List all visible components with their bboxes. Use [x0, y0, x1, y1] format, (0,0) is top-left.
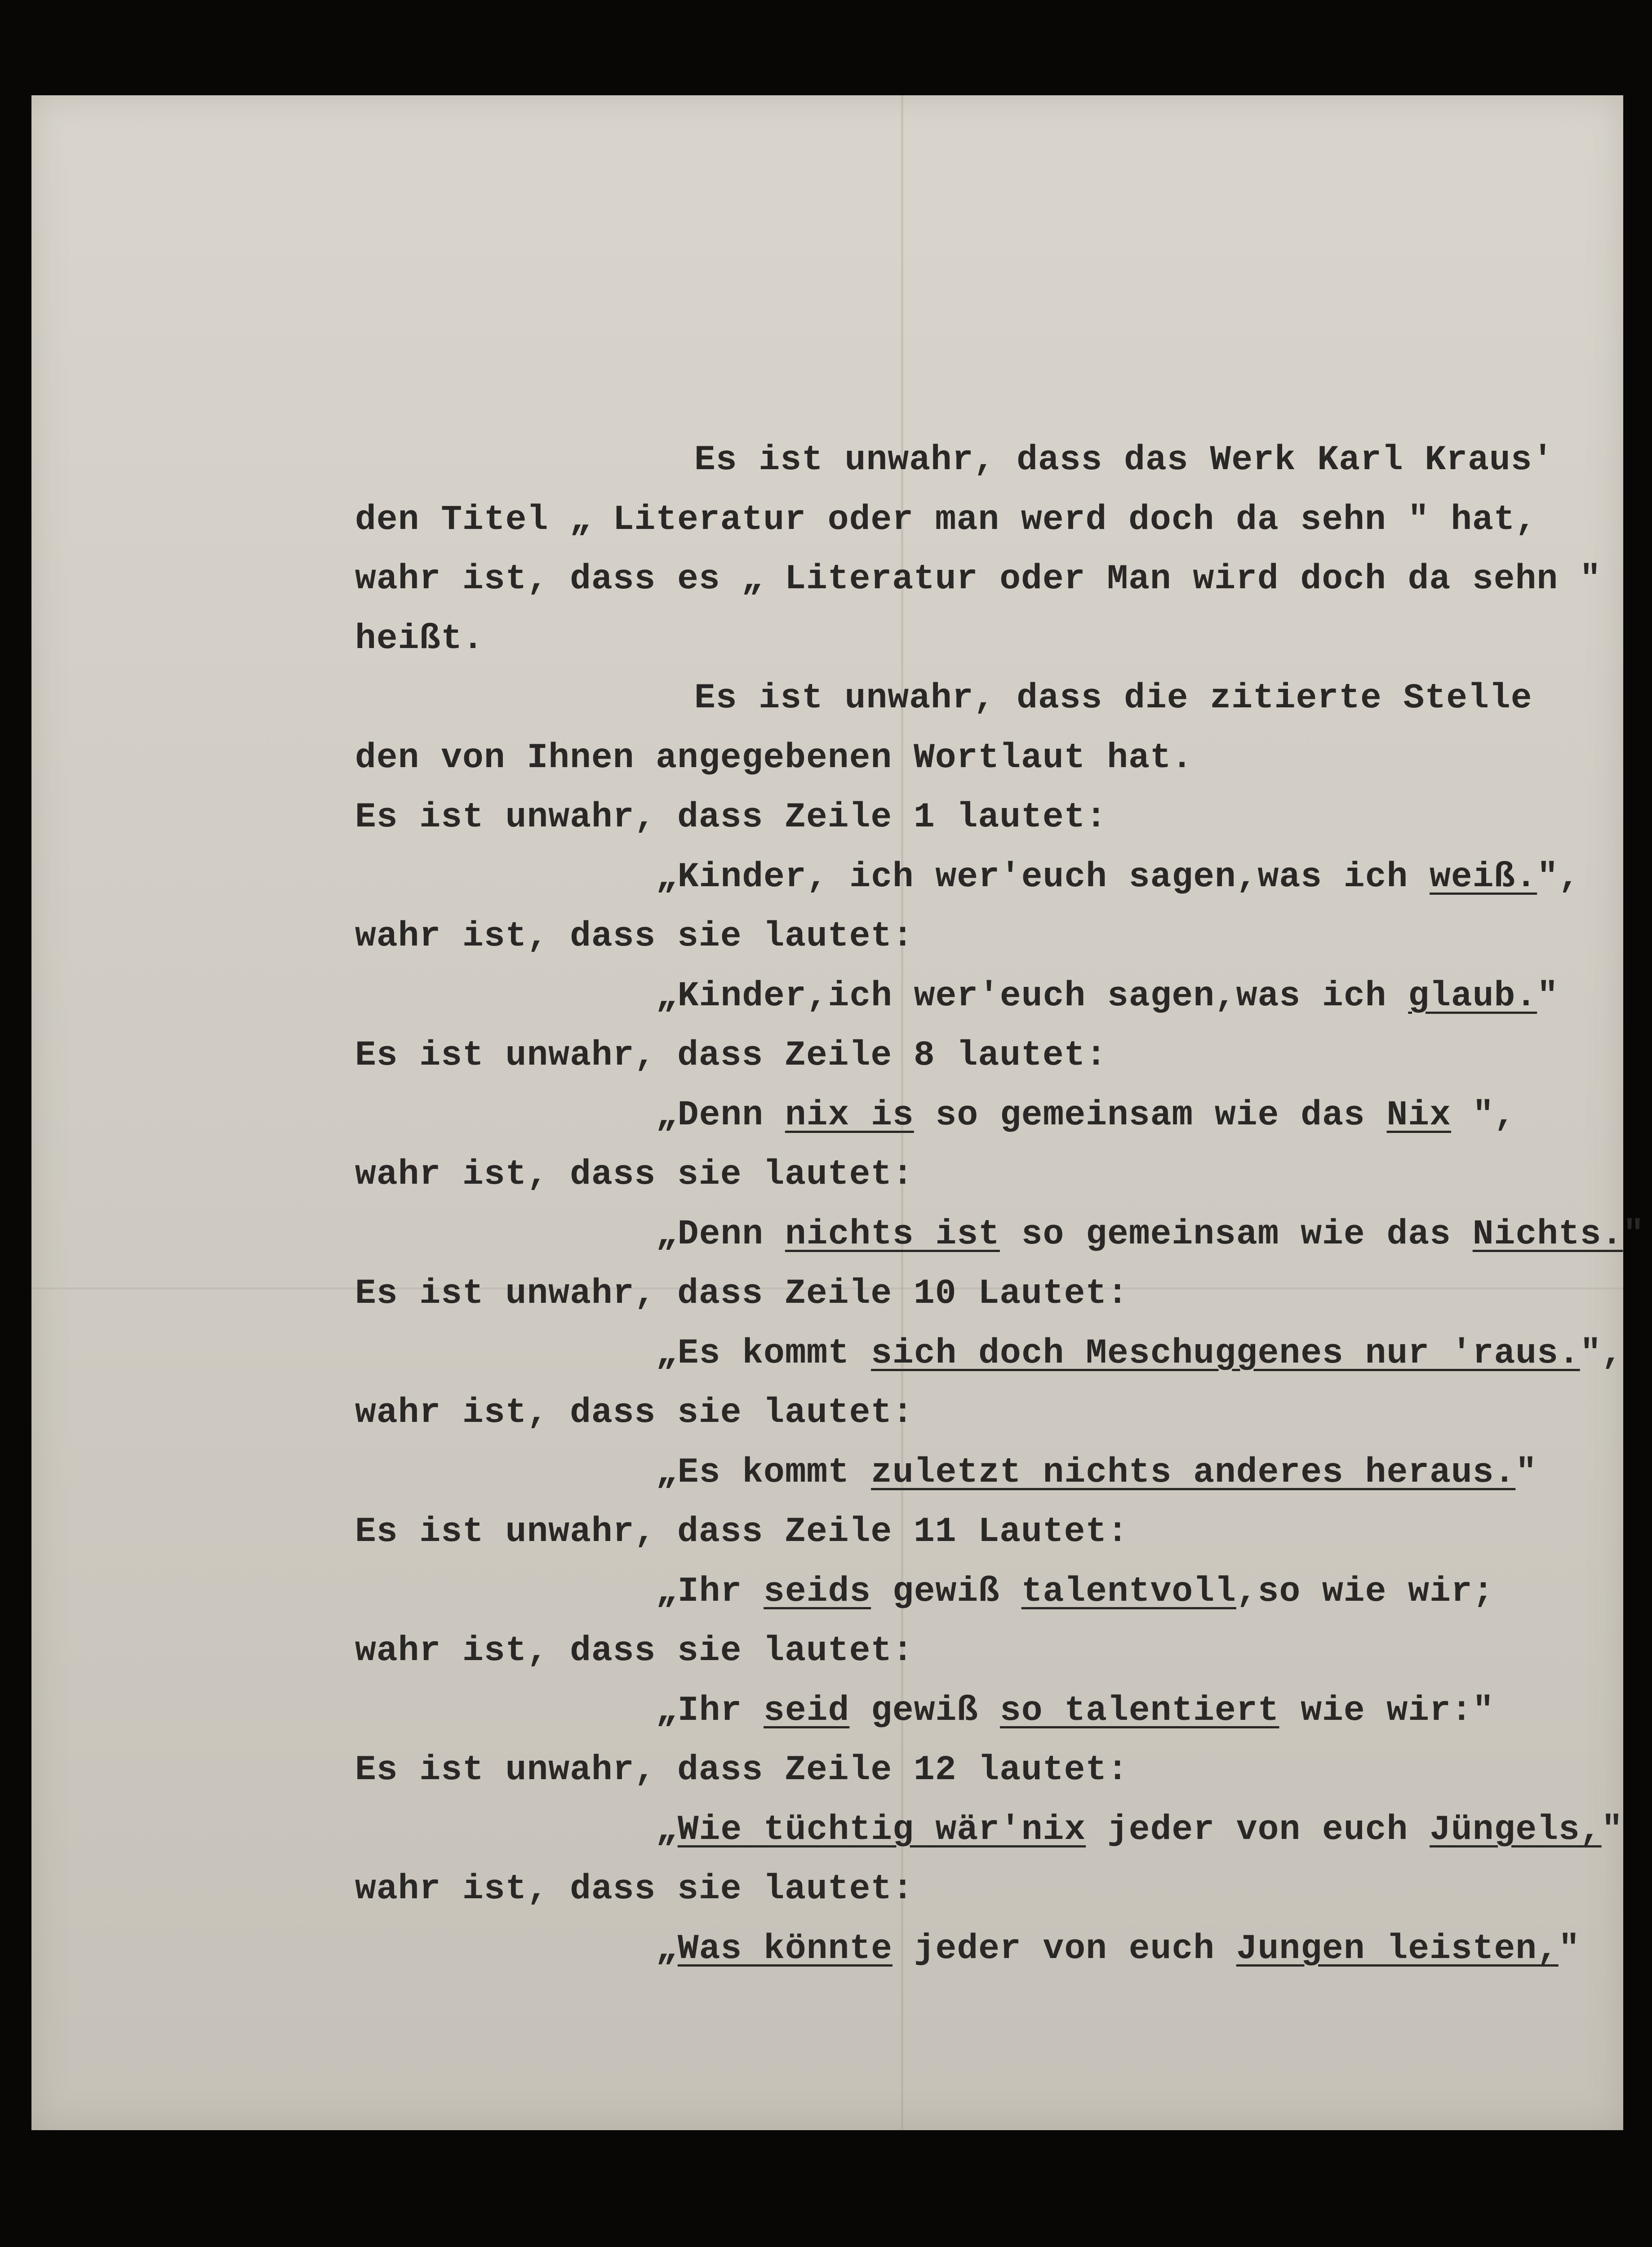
- text-line: [355, 500, 1537, 540]
- text-segment: „: [656, 1929, 678, 1969]
- text-segment: Es ist unwahr, dass Zeile 11 Lautet:: [355, 1512, 1129, 1552]
- text-segment: Es ist unwahr, dass die zitierte Stelle: [694, 679, 1532, 718]
- text-segment: wahr ist, dass sie lautet:: [355, 917, 914, 956]
- text-segment: „Kinder, ich wer'euch sagen,was ich: [656, 857, 1430, 897]
- text-line: [355, 1750, 1129, 1790]
- text-segment: ,so wie wir;: [1236, 1572, 1494, 1612]
- text-line: [355, 1872, 914, 1907]
- underlined-word: Nix: [1386, 1096, 1451, 1135]
- underlined-word: sich doch Meschuggenes nur 'raus.: [871, 1334, 1580, 1373]
- text-segment: ",: [1537, 857, 1580, 897]
- underlined-word: Wie tüchtig wär'nix: [677, 1810, 1086, 1850]
- text-segment: ": [1623, 1215, 1645, 1254]
- text-line: [694, 440, 1554, 480]
- underlined-word: zuletzt nichts anderes heraus.: [871, 1453, 1516, 1492]
- text-line: [656, 1691, 1494, 1731]
- text-line: [656, 1336, 1623, 1371]
- underlined-word: talentvoll: [1021, 1572, 1236, 1612]
- text-segment: Es ist unwahr, dass das Werk Karl Kraus': [694, 440, 1554, 480]
- text-line: [355, 619, 484, 659]
- text-segment: ",: [1451, 1096, 1516, 1135]
- text-line: [355, 562, 1601, 597]
- text-line: [355, 1155, 914, 1195]
- text-line: [355, 800, 1107, 835]
- text-line: [656, 979, 1559, 1014]
- text-line: [355, 919, 914, 954]
- text-line: [656, 1098, 1515, 1133]
- text-segment: Es ist unwahr, dass Zeile 12 lautet:: [355, 1750, 1129, 1790]
- underlined-word: glaub.: [1408, 977, 1537, 1016]
- text-segment: wahr ist, dass sie lautet:: [355, 1870, 914, 1909]
- text-segment: ": [1515, 1453, 1537, 1492]
- text-line: [355, 1514, 1128, 1550]
- underlined-word: weiß.: [1430, 857, 1537, 897]
- text-segment: wahr ist, dass es „ Literatur oder Man wird doch da sehn ": [355, 560, 1601, 599]
- text-segment: „Es kommt: [656, 1334, 871, 1373]
- text-segment: gewiß: [871, 1572, 1021, 1612]
- text-segment: „: [656, 1810, 678, 1850]
- text-segment: Es ist unwahr, dass Zeile 1 lautet:: [355, 798, 1107, 837]
- text-segment: „Ihr: [656, 1691, 764, 1731]
- text-segment: den von Ihnen angegebenen Wortlaut hat.: [355, 738, 1193, 778]
- text-segment: „Denn: [656, 1096, 785, 1135]
- underlined-word: Jungen leisten,: [1236, 1929, 1559, 1969]
- text-segment: wahr ist, dass sie lautet:: [355, 1155, 914, 1195]
- text-segment: so gemeinsam wie das: [999, 1215, 1473, 1254]
- underlined-word: seid: [764, 1691, 850, 1731]
- underlined-word: Nichts.: [1472, 1215, 1623, 1254]
- text-segment: Es ist unwahr, dass Zeile 10 Lautet:: [355, 1274, 1129, 1314]
- text-line: [355, 1274, 1129, 1314]
- underlined-word: nichts ist: [785, 1215, 1000, 1254]
- text-line: [694, 681, 1532, 716]
- text-line: [355, 738, 1193, 778]
- text-segment: den Titel „ Literatur oder man werd doch da sehn " hat,: [355, 500, 1537, 540]
- text-line: [656, 1217, 1644, 1252]
- text-segment: ": [1601, 1810, 1623, 1850]
- text-segment: so gemeinsam wie das: [914, 1096, 1387, 1135]
- text-segment: jeder von euch: [1086, 1810, 1430, 1850]
- text-segment: wahr ist, dass sie lautet:: [355, 1393, 914, 1433]
- text-line: [656, 1572, 1494, 1612]
- text-segment: „Ihr: [656, 1572, 764, 1612]
- text-line: [355, 1393, 914, 1433]
- underlined-word: Jüngels,: [1430, 1810, 1602, 1850]
- text-segment: ": [1537, 977, 1559, 1016]
- text-segment: „Es kommt: [656, 1453, 871, 1492]
- text-segment: „Kinder,ich wer'euch sagen,was ich: [656, 977, 1408, 1016]
- underlined-word: so talentiert: [999, 1691, 1279, 1731]
- text-line: [656, 857, 1580, 897]
- text-segment: ": [1558, 1929, 1580, 1969]
- text-segment: Es ist unwahr, dass Zeile 8 lautet:: [355, 1036, 1107, 1075]
- text-segment: wahr ist, dass sie lautet:: [355, 1631, 914, 1671]
- text-line: [656, 1929, 1580, 1969]
- underlined-word: Was könnte: [677, 1929, 893, 1969]
- text-segment: jeder von euch: [892, 1929, 1236, 1969]
- underlined-word: nix is: [785, 1096, 914, 1135]
- text-segment: gewiß: [849, 1691, 1000, 1731]
- text-line: [355, 1631, 914, 1671]
- text-line: [656, 1455, 1537, 1490]
- text-line: [656, 1810, 1623, 1850]
- text-segment: heißt.: [355, 619, 484, 659]
- text-segment: wie wir:": [1279, 1691, 1494, 1731]
- text-segment: ",: [1580, 1334, 1623, 1373]
- text-segment: „Denn: [656, 1215, 785, 1254]
- text-line: [355, 1038, 1107, 1073]
- underlined-word: seids: [764, 1572, 871, 1612]
